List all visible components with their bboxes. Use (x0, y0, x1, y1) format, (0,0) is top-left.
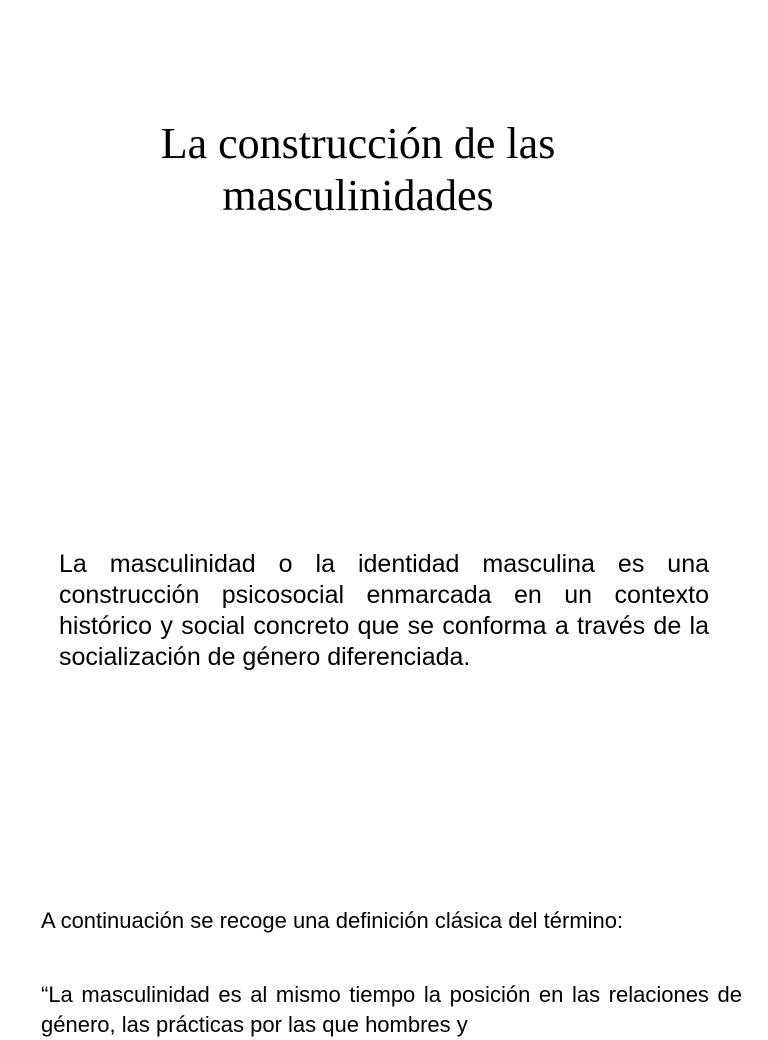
title-line-1: La construcción de las (160, 119, 556, 168)
intro-paragraph: La masculinidad o la identidad masculina es una construcción psicosocial enmarcada en un contexto histórico y social concreto que se conforma a través de la socialización de género diferenciada. (59, 550, 709, 671)
lead-sentence: A continuación se recoge una definición clásica del término: (41, 908, 624, 933)
quote-paragraph: “La masculinidad es al mismo tiempo la posición en las relaciones de género, las prácticas por las que hombres y (41, 982, 742, 1037)
page-title (0, 118, 716, 222)
title-line-2: masculinidades (222, 171, 494, 220)
